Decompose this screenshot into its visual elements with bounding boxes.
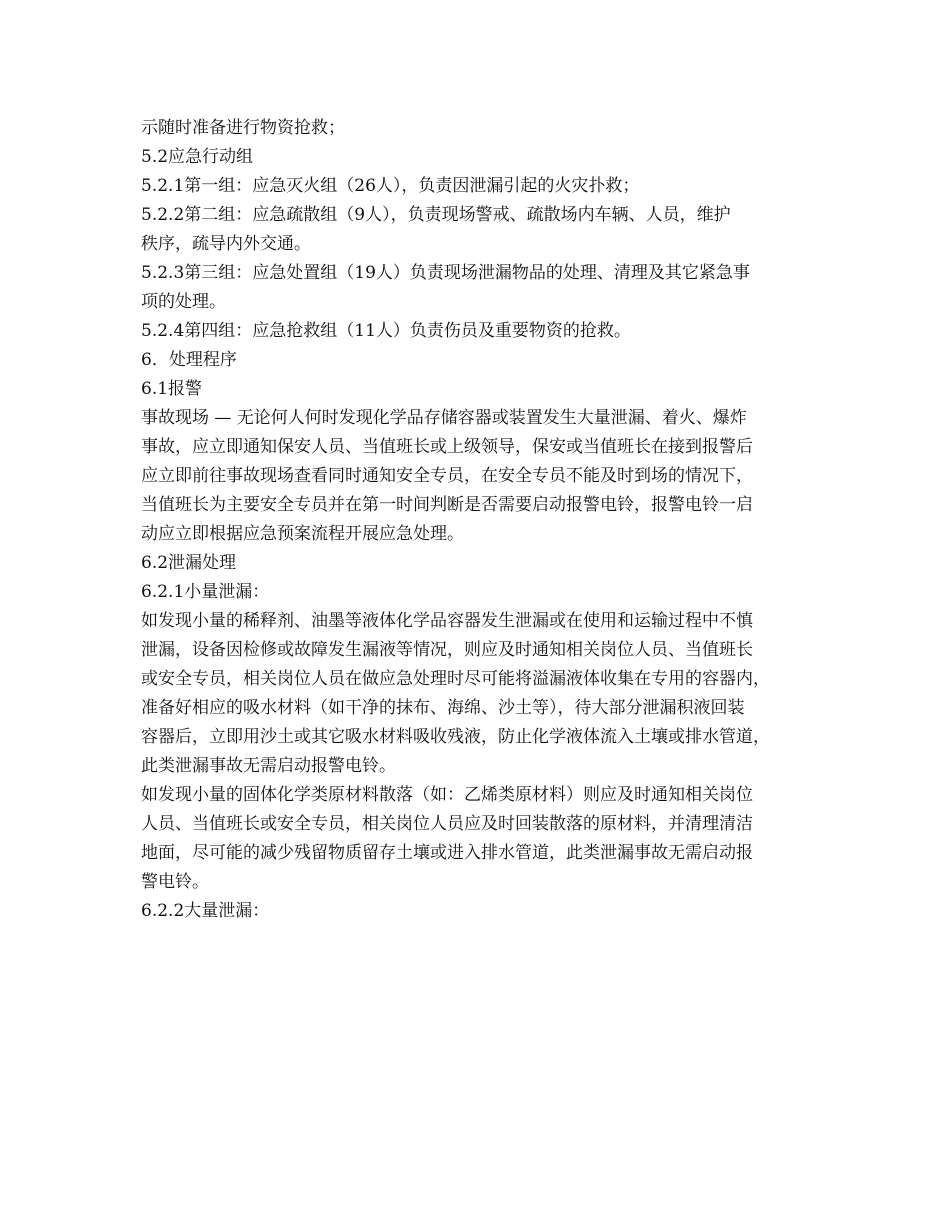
text-line: 如发现小量的稀释剂、油墨等液体化学品容器发生泄漏或在使用和运输过程中不慎 [141,611,753,631]
paragraph [141,897,821,926]
text-line: 6.2.1小量泄漏： [141,582,270,602]
text-line: 当值班长为主要安全专员并在第一时间判断是否需要启动报警电铃，报警电铃一启 [141,495,753,515]
paragraph [141,143,821,172]
text-line: 准备好相应的吸水材料（如干净的抹布、海绵、沙土等），待大部分泄漏积液回装 [141,698,745,718]
text-line: 如发现小量的固体化学类原材料散落（如：乙烯类原材料）则应及时通知相关岗位 [141,785,753,805]
text-line: 此类泄漏事故无需启动报警电铃。 [141,756,396,776]
text-line: 泄漏，设备因检修或故障发生漏液等情况，则应及时通知相关岗位人员、当值班长 [141,640,753,660]
text-line: 示随时准备进行物资抢救； [141,118,345,138]
text-line: 5.2.3第三组：应急处置组（19人）负责现场泄漏物品的处理、清理及其它紧急事 [141,263,750,283]
paragraph [141,607,821,781]
text-line: 5.2.1第一组：应急灭火组（26人），负责因泄漏引起的火灾扑救； [141,176,640,196]
paragraph [141,201,821,259]
paragraph [141,375,821,404]
text-line: 5.2.2第二组：应急疏散组（9人），负责现场警戒、疏散场内车辆、人员，维护 [141,205,731,225]
text-line: 5.2.4第四组：应急抢救组（11人）负责伤员及重要物资的抢救。 [141,321,631,341]
text-line: 或安全专员，相关岗位人员在做应急处理时尽可能将溢漏液体收集在专用的容器内， [141,669,770,689]
text-line: 事故现场 — 无论何人何时发现化学品存储容器或装置发生大量泄漏、着火、爆炸 [141,408,747,428]
paragraph [141,114,821,143]
text-line: 容器后，立即用沙土或其它吸水材料吸收残液，防止化学液体流入土壤或排水管道， [141,727,770,747]
text-line: 项的处理。 [141,292,226,312]
text-line: 6.1报警 [141,379,203,399]
text-line: 应立即前往事故现场查看同时通知安全专员，在安全专员不能及时到场的情况下， [141,466,753,486]
paragraph [141,578,821,607]
text-line: 6.2.2大量泄漏： [141,901,270,921]
text-line: 事故，应立即通知保安人员、当值班长或上级领导，保安或当值班长在接到报警后 [141,437,753,457]
text-line: 动应立即根据应急预案流程开展应急处理。 [141,524,464,544]
paragraph [141,781,821,897]
text-line: 人员、当值班长或安全专员，相关岗位人员应及时回装散落的原材料，并清理清洁 [141,814,753,834]
text-line: 秩序，疏导内外交通。 [141,234,311,254]
paragraph [141,172,821,201]
text-line: 警电铃。 [141,872,209,892]
text-line: 5.2应急行动组 [141,147,254,167]
paragraph [141,259,821,317]
paragraph [141,549,821,578]
text-line: 6.2泄漏处理 [141,553,237,573]
text-line: 地面，尽可能的减少残留物质留存土壤或进入排水管道，此类泄漏事故无需启动报 [141,843,753,863]
paragraph [141,346,821,375]
text-line: 6．处理程序 [141,350,237,370]
paragraph [141,317,821,346]
document-body [141,114,821,926]
paragraph [141,404,821,549]
